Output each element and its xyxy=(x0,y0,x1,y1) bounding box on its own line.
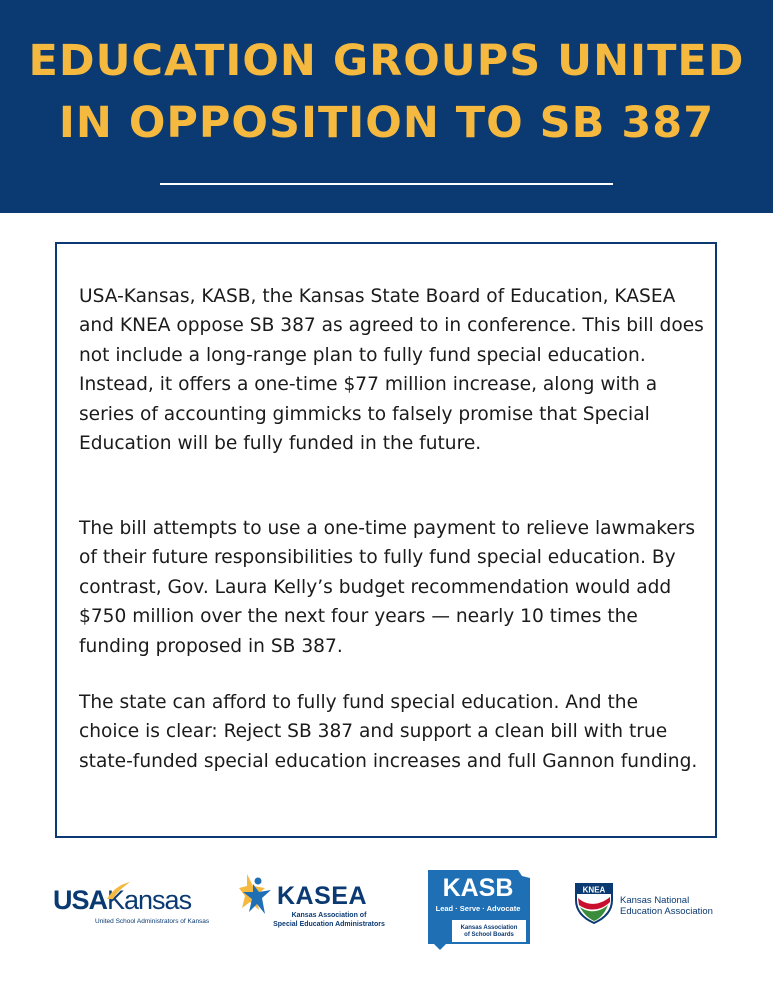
title-line-1: EDUCATION GROUPS UNITED xyxy=(28,36,745,86)
kasea-subtitle xyxy=(259,911,399,929)
kasb-subtitle-line-2: of School Boards xyxy=(464,932,514,938)
usa-kansas-name-a: USA xyxy=(53,885,108,915)
header-divider xyxy=(160,183,613,185)
paragraph-1: USA-Kansas, KASB, the Kansas State Board of Education, KASEA and KNEA oppose SB 387 as agreed to in conference. This bill does not include a long-range plan to fully fund special education. Instead, it offers a one-time $77 million increase, along with a series of accounting gimmicks to falsely promise that Special Education will be fully funded in the future. xyxy=(79,286,704,455)
knea-name-line-1: Kansas National xyxy=(620,895,690,906)
kasb-subtitle xyxy=(454,925,524,939)
kasea-subtitle-line-1: Kansas Association of xyxy=(291,912,367,919)
kasb-tagline: Lead · Serve · Advocate xyxy=(435,904,521,913)
kasb-name: KASB xyxy=(442,874,514,902)
kasb-logo xyxy=(426,868,536,952)
header-banner xyxy=(0,0,773,213)
knea-logo xyxy=(573,880,733,924)
page-title xyxy=(0,30,773,154)
title-line-2: IN OPPOSITION TO SB 387 xyxy=(58,98,715,148)
swoosh-icon xyxy=(105,881,131,901)
knea-badge: KNEA xyxy=(582,885,606,895)
usa-kansas-name-b: Kansas xyxy=(107,885,192,915)
statement-box xyxy=(55,242,717,838)
partner-logos xyxy=(0,860,773,1000)
kasea-subtitle-line-2: Special Education Administrators xyxy=(273,921,385,928)
usa-kansas-subtitle: United School Administrators of Kansas xyxy=(95,918,210,925)
knea-name-line-2: Education Association xyxy=(620,906,713,917)
kasea-name: KASEA xyxy=(277,882,368,910)
knea-name xyxy=(620,895,730,917)
paragraph-3: The state can afford to fully fund special education. And the choice is clear: Reject SB 387 and support a clean bill with true state-funded special education increases and full Gannon funding. xyxy=(79,692,698,772)
usa-kansas-logo xyxy=(53,885,213,935)
shield-icon xyxy=(573,880,615,924)
paragraph-2: The bill attempts to use a one-time payment to relieve lawmakers of their future responsibilities to fully fund special education. By contrast, Gov. Laura Kelly’s budget recommendation would add $750 million over the next four years — nearly 10 times the funding proposed in SB 387. xyxy=(79,518,696,657)
kasea-logo xyxy=(239,874,389,934)
kasb-subtitle-line-1: Kansas Association xyxy=(460,925,518,931)
